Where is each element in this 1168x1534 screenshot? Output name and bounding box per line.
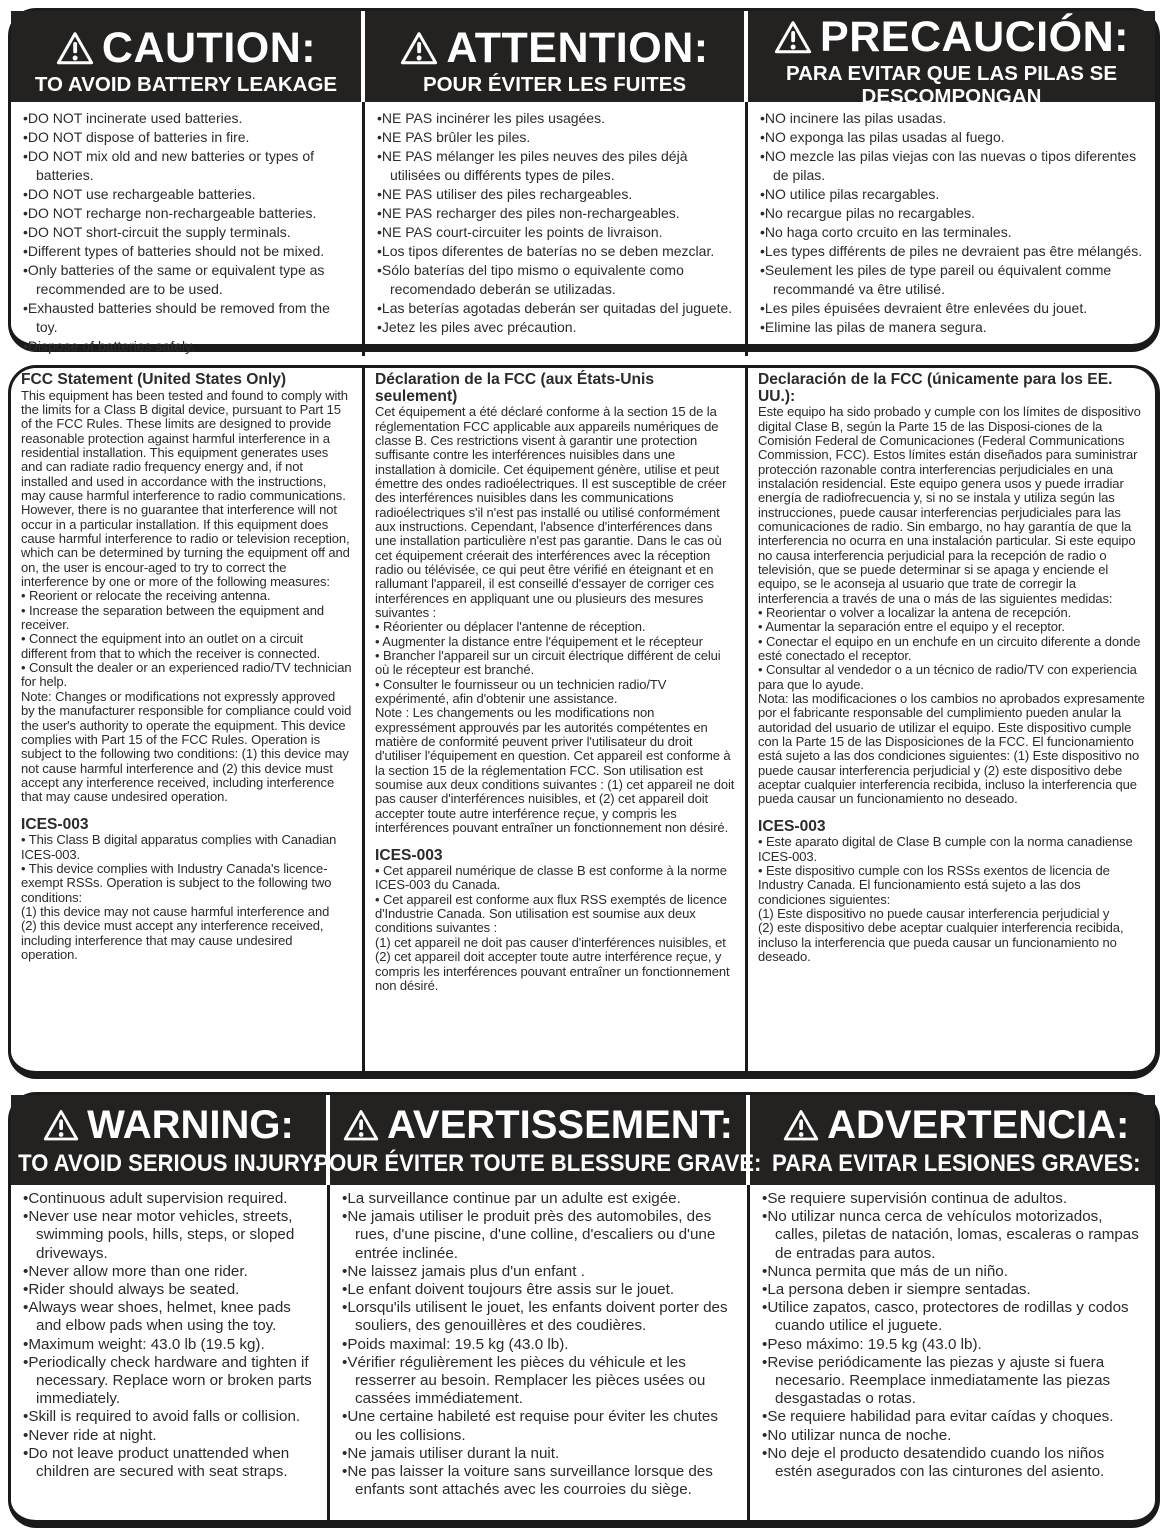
advertencia-title: ADVERTENCIA: — [827, 1102, 1130, 1147]
bullet-item: • Ne jamais utiliser durant la nuit. — [342, 1445, 735, 1463]
bullet-item: • NE PAS recharger des piles non-rechargeables. — [377, 204, 733, 223]
bullet-item: • Las beterías agotadas deberán ser quitadas del juguete. — [377, 299, 733, 318]
bullet-item: • Always wear shoes, helmet, knee pads and elbow pads when using the toy. — [23, 1299, 315, 1335]
warning-list-english — [23, 1190, 315, 1481]
avertissement-subtitle: POUR ÉVITER TOUTE BLESSURE GRAVE: — [314, 1149, 762, 1177]
battery-caution-panel — [8, 8, 1160, 352]
precaucion-title: PRECAUCIÓN: — [820, 13, 1129, 61]
bullet-item: • Seulement les piles de type pareil ou équivalent comme recommandé va être utilisé. — [760, 261, 1143, 299]
warning-header-band — [11, 1095, 1155, 1185]
bullet-item: • Lorsqu'ils utilisent le jouet, les enfants doivent porter des souliers, des genouillères et des coudières. — [342, 1299, 735, 1335]
avertissement-title: AVERTISSEMENT: — [387, 1102, 733, 1147]
fcc-column-english — [11, 368, 365, 1071]
precaucion-subtitle: PARA EVITAR QUE LAS PILAS SE DESCOMPONGAN — [785, 62, 1118, 108]
fcc-text-block: FCC Statement (United States Only) — [21, 371, 287, 388]
bullet-item: • NE PAS court-circuiter les points de livraison. — [377, 223, 733, 242]
fcc-text-block: • Reorient or relocate the receiving antenna. — [21, 588, 271, 604]
fcc-text-block: Note : Les changements ou les modifications non expressément approuvés par les autorités compétentes en matière de conformité peuvent priver l'utilisateur du droit d'utiliser l'équipement en question. Cet appareil est conforme à la section 15 de la réglementation FCC. Son utilisation est soumise aux deux conditions suivantes : (1) cet appareil ne doit pas causer d'interférences nuisibles, et (2) cet appareil doit accepter toute autre interférence reçue, y compris les interférences pouvant entraîner un fonctionnement non désiré. — [375, 705, 735, 836]
bullet-item: • Nunca permita que más de un niño. — [762, 1263, 1143, 1281]
caution-header-english — [11, 11, 365, 111]
bullet-item: • Rider should always be seated. — [23, 1281, 315, 1299]
fcc-text-block: • Connect the equipment into an outlet on a circuit different from that to which the receiver is connected. — [21, 631, 321, 661]
bullet-item: • NE PAS mélanger les piles neuves des piles déjà utilisées ou différents types de piles. — [377, 147, 733, 185]
bullet-item: • NE PAS utiliser des piles rechargeables. — [377, 185, 733, 204]
warning-title: WARNING: — [87, 1102, 294, 1147]
bullet-item: • Vérifier régulièrement les pièces du véhicule et les resserrer au besoin. Remplacer les pièces usées ou cassées immédiatement. — [342, 1354, 735, 1409]
fcc-text-block: (1) cet appareil ne doit pas causer d'interférences nuisibles, et — [375, 934, 726, 950]
bullet-item: • Poids maximal: 19.5 kg (43.0 lb). — [342, 1336, 735, 1354]
fcc-text-block: (2) this device must accept any interference received, including interference that may cause undesired operation. — [21, 918, 324, 962]
fcc-text-block: • Consult the dealer or an experienced radio/TV technician for help. — [21, 660, 352, 690]
bullet-item: • DO NOT short-circuit the supply terminals. — [23, 223, 350, 242]
bullet-item: • Dispose of batteries safely. — [23, 337, 350, 356]
bullet-item: • La persona deben ir siempre sentadas. — [762, 1281, 1143, 1299]
attention-title: ATTENTION: — [446, 24, 709, 73]
fcc-column-spanish — [748, 368, 1155, 1071]
warning-body — [11, 1185, 1155, 1520]
fcc-text-block: ICES-003 — [758, 817, 826, 835]
warning-triangle-icon — [43, 1109, 79, 1142]
bullet-item: • NO mezcle las pilas viejas con las nuevas o tipos diferentes de pilas. — [760, 147, 1143, 185]
fcc-column-french — [365, 368, 748, 1071]
fcc-text-block: ICES-003 — [375, 846, 443, 864]
attention-subtitle: POUR ÉVITER LES FUITES — [422, 73, 687, 97]
caution-header-french — [365, 11, 748, 111]
bullet-item: • NO incinere las pilas usadas. — [760, 109, 1143, 128]
bullet-item: • NO exponga las pilas usadas al fuego. — [760, 128, 1143, 147]
bullet-item: • Se requiere supervisión continua de adultos. — [762, 1190, 1143, 1208]
caution-title: CAUTION: — [101, 24, 317, 73]
warning-list-spanish — [762, 1190, 1143, 1481]
warning-header-english — [11, 1095, 330, 1185]
warning-column-french — [330, 1185, 750, 1520]
bullet-item: • Never allow more than one rider. — [23, 1263, 315, 1281]
bullet-item: • La surveillance continue par un adulte est exigée. — [342, 1190, 735, 1208]
fcc-text-block: • Reorientar o volver a localizar la antena de recepción. — [758, 605, 1072, 620]
caution-column-spanish — [748, 102, 1155, 356]
bullet-item: • Ne laissez jamais plus d'un enfant . — [342, 1263, 735, 1281]
bullet-item: • Une certaine habileté est requise pour éviter les chutes ou les collisions. — [342, 1408, 735, 1444]
bullet-item: • NE PAS incinérer les piles usagées. — [377, 109, 733, 128]
fcc-text-block: • Este dispositivo cumple con los RSSs exentos de licencia de Industry Canada. El funcionamiento está sujeto a las dos condiciones siguientes: — [758, 863, 1110, 907]
fcc-text-block: • Consultar al vendedor o a un técnico de radio/TV con experiencia para que lo ayude. — [758, 662, 1137, 692]
warning-triangle-icon — [400, 31, 438, 66]
fcc-text-block: • Este aparato digital de Clase B cumple con la norma canadiense ICES-003. — [758, 834, 1133, 864]
fcc-text-block: • Cet appareil numérique de classe B est conforme à la norme ICES-003 du Canada. — [375, 863, 727, 893]
warning-triangle-icon — [783, 1109, 819, 1142]
fcc-text-block: This equipment has been tested and found to comply with the limits for a Class B digital device, pursuant to Part 15 of the FCC Rules. These limits are designed to provide reasonable protection against harmful interference in a residential installation. This equipment generates uses and can radiate radio frequency energy and, if not installed and used in accordance with the instructions, may cause harmful interference to radio communications. However, there is no guarantee that interference will not occur in a particular installation. If this equipment does cause harmful interference to radio or television reception, which can be determined by turning the equipment off and on, the user is encour-aged to try to correct the interference by one or more of the following measures: — [21, 387, 350, 590]
caution-list-spanish — [760, 109, 1143, 337]
bullet-item: • Sólo baterías del tipo mismo o equivalente como recomendado deberán se utilizadas. — [377, 261, 733, 299]
warning-header-spanish — [750, 1095, 1163, 1185]
bullet-item: • Never ride at night. — [23, 1427, 315, 1445]
warning-subtitle: TO AVOID SERIOUS INJURY: — [17, 1149, 320, 1177]
bullet-item: • Maximum weight: 43.0 lb (19.5 kg). — [23, 1336, 315, 1354]
bullet-item: • Revise periódicamente las piezas y ajuste si fuera necesario. Reemplace inmediatamente las piezas desgastadas o rotas. — [762, 1354, 1143, 1409]
bullet-item: • No utilizar nunca cerca de vehículos motorizados, calles, piletas de natación, lomas, escaleras o rampas de entradas para autos. — [762, 1208, 1143, 1263]
bullet-item: • Ne pas laisser la voiture sans surveillance lorsque des enfants sont attachés avec les courroies du siège. — [342, 1463, 735, 1499]
bullet-item: • No haga corto crcuito en las terminales. — [760, 223, 1143, 242]
fcc-text-block: (2) este dispositivo debe aceptar cualquier interferencia recibida, incluso la interferencia que pueda causar un funcionamiento no deseado. — [758, 920, 1124, 965]
bullet-item: • DO NOT dispose of batteries in fire. — [23, 128, 350, 147]
fcc-text-block: • Augmenter la distance entre l'équipement et le récepteur — [375, 633, 703, 649]
fcc-text-block: • Conectar el equipo en un enchufe en un circuito diferente a donde esté conectado el receptor. — [758, 633, 1141, 664]
bullet-item: • Los tipos diferentes de baterías no se deben mezclar. — [377, 242, 733, 261]
fcc-text-block: Note: Changes or modifications not expressly approved by the manufacturer responsible for compliance could void the user's authority to operate the equipment. This device complies with Part 15 of the FCC Rules. Operation is subject to the following two conditions: (1) this device may not cause harmful interference and (2) this device must accept any interference received, including interference that may cause undesired operation. — [21, 688, 352, 805]
bullet-item: • Elimine las pilas de manera segura. — [760, 318, 1143, 337]
fcc-text-block: • This device complies with Industry Canada's licence-exempt RSSs. Operation is subject to the following two conditions: — [21, 860, 332, 905]
warning-header-french — [314, 1095, 762, 1185]
fcc-text-block: Déclaration de la FCC (aux États-Unis seulement) — [375, 371, 655, 405]
bullet-item: • Only batteries of the same or equivalent type as recommended are to be used. — [23, 261, 350, 299]
bullet-item: • DO NOT mix old and new batteries or types of batteries. — [23, 147, 350, 185]
caution-subtitle: TO AVOID BATTERY LEAKAGE — [34, 73, 338, 97]
caution-column-french — [365, 102, 748, 356]
fcc-text-block: • Aumentar la separación entre el equipo y el receptor. — [758, 619, 1065, 635]
fcc-text-block: Declaración de la FCC (únicamente para los EE. UU.): — [758, 371, 1113, 405]
bullet-item: • Peso máximo: 19.5 kg (43.0 lb). — [762, 1336, 1143, 1354]
fcc-text-block: Nota: las modificaciones o los cambios no aprobados expresamente por el fabricante responsable del cumplimiento pueden anular la autoridad del usuario de utilizar el equipo. Este dispositivo cumple con la Parte 15 de las Disposiciones de la FCC. El funcionamiento está sujeto a las dos condiciones siguientes: (1) Este dispositivo no puede causar interferencia perjudicial y (2) este dispositivo debe aceptar cualquier interferencia recibida, incluso la interferencia que pueda causar un funcionamiento no deseado. — [758, 691, 1145, 807]
caution-list-french — [377, 109, 733, 337]
caution-body — [11, 102, 1155, 354]
bullet-item: • DO NOT use rechargeable batteries. — [23, 185, 350, 204]
bullet-item: • Les piles épuisées devraient être enlevées du jouet. — [760, 299, 1143, 318]
warning-column-spanish — [750, 1185, 1155, 1520]
fcc-statement-panel — [8, 365, 1160, 1079]
caution-list-english — [23, 109, 350, 356]
fcc-text-block: (1) this device may not cause harmful interference and — [21, 903, 330, 919]
warning-column-english — [11, 1185, 330, 1520]
bullet-item: • Se requiere habilidad para evitar caídas y choques. — [762, 1408, 1143, 1426]
fcc-text-block: Cet équipement a été déclaré conforme à la section 15 de la réglementation FCC applicable aux appareils numériques de classe B. Ces restrictions visent à garantir une protection suffisante contre les interférences nuisibles dans une installation à domicile. Cet équipement génère, utilise et peut émettre des ondes radioélectriques. Il est susceptible de créer des interférences nuisibles dans les communications radioélectriques s'il n'est pas installé ou utilisé conformément aux instructions. Cependant, l'absence d'interférences dans une installation particulière n'est pas garantie. Dans le cas où cet équipement créerait des interférences avec la réception radio ou télévisée, ce qui peut être vérifié en éteignant et en rallumant l'appareil, il est conseillé d'essayer de corriger ces interférences en appliquant une ou plusieurs des mesures suivantes : — [375, 404, 727, 620]
fcc-text-block: • Cet appareil est conforme aux flux RSS exemptés de licence d'Industrie Canada. Son utilisation est soumise aux deux conditions suivantes : — [375, 891, 727, 936]
fcc-text-block: (2) cet appareil doit accepter toute autre interférence reçue, y compris les interférences pouvant entraîner un fonctionnement non désiré. — [375, 949, 730, 993]
fcc-text-block: • Consulter le fournisseur ou un technicien radio/TV expérimenté, afin d'obtenir une assistance. — [375, 676, 667, 707]
fcc-text-block: • Increase the separation between the equipment and receiver. — [21, 602, 324, 633]
advertencia-subtitle: PARA EVITAR LESIONES GRAVES: — [772, 1149, 1141, 1177]
bullet-item: • DO NOT recharge non-rechargeable batteries. — [23, 204, 350, 223]
bullet-item: • Do not leave product unattended when children are secured with seat straps. — [23, 1445, 315, 1481]
warning-list-french — [342, 1190, 735, 1499]
bullet-item: • Ne jamais utiliser le produit près des automobiles, des rues, d'une piscine, d'une colline, d'escaliers ou d'une entrée inclinée. — [342, 1208, 735, 1263]
fcc-text-block: ICES-003 — [21, 815, 89, 833]
bullet-item: • Jetez les piles avec précaution. — [377, 318, 733, 337]
bullet-item: • DO NOT incinerate used batteries. — [23, 109, 350, 128]
bullet-item: • Le enfant doivent toujours être assis sur le jouet. — [342, 1281, 735, 1299]
warning-triangle-icon — [774, 20, 812, 55]
bullet-item: • Skill is required to avoid falls or collision. — [23, 1408, 315, 1426]
caution-column-english — [11, 102, 365, 356]
fcc-text-block: Este equipo ha sido probado y cumple con los límites de dispositivo digital Clase B, según la Parte 15 de las Disposi-ciones de la Comisión Federal de Comunicaciones (Federal Communications Commission, FCC). Estos límites están diseñados para suministrar protección razonable contra interferencias perjudiciales en una instalación residencial. Este equipo genera usos y puede irradiar energía de radiofrecuencia y, si no se instala y utiliza según las instrucciones, puede causar interferencias perjudiciales para las comunicaciones de radio. Sin embargo, no hay garantía de que la interferencia no ocurra en una instalación particular. Si este equipo no causa interferencia perjudicial para la recepción de radio o televisión, que se puede determinar si se apaga y enciende el equipo, se le aconseja al usuario que trate de corregir la interferencia a través de una o más de las siguientes medidas: — [758, 404, 1141, 606]
bullet-item: • Periodically check hardware and tighten if necessary. Replace worn or broken parts immediately. — [23, 1354, 315, 1409]
bullet-item: • Continuous adult supervision required. — [23, 1190, 315, 1208]
bullet-item: • Utilice zapatos, casco, protectores de rodillas y codos cuando utilice el juguete. — [762, 1299, 1143, 1335]
warning-triangle-icon — [56, 31, 94, 66]
fcc-text-block: • This Class B digital apparatus complies with Canadian ICES-003. — [21, 832, 337, 862]
fcc-body — [11, 368, 1155, 1071]
bullet-item: • No utilizar nunca de noche. — [762, 1427, 1143, 1445]
bullet-item: • Exhausted batteries should be removed from the toy. — [23, 299, 350, 337]
fcc-text-block: • Brancher l'appareil sur un circuit électrique différent de celui où le récepteur est branché. — [375, 648, 721, 678]
bullet-item: • No deje el producto desatendido cuando los niños estén asegurados con las cinturones del asiento. — [762, 1445, 1143, 1481]
fcc-text-block: • Réorienter ou déplacer l'antenne de réception. — [375, 619, 646, 635]
bullet-item: • Never use near motor vehicles, streets, swimming pools, hills, steps, or sloped driveways. — [23, 1208, 315, 1263]
fcc-text-block: (1) Este dispositivo no puede causar interferencia perjudicial y — [758, 906, 1110, 922]
bullet-item: • No recargue pilas no recargables. — [760, 204, 1143, 223]
warning-triangle-icon — [343, 1109, 379, 1142]
bullet-item: • NE PAS brûler les piles. — [377, 128, 733, 147]
bullet-item: • Les types différents de piles ne devraient pas être mélangés. — [760, 242, 1143, 261]
bullet-item: • NO utilice pilas recargables. — [760, 185, 1143, 204]
bullet-item: • Different types of batteries should not be mixed. — [23, 242, 350, 261]
caution-header-spanish — [748, 11, 1155, 111]
injury-warning-panel — [8, 1092, 1160, 1528]
caution-header-band — [11, 11, 1155, 108]
